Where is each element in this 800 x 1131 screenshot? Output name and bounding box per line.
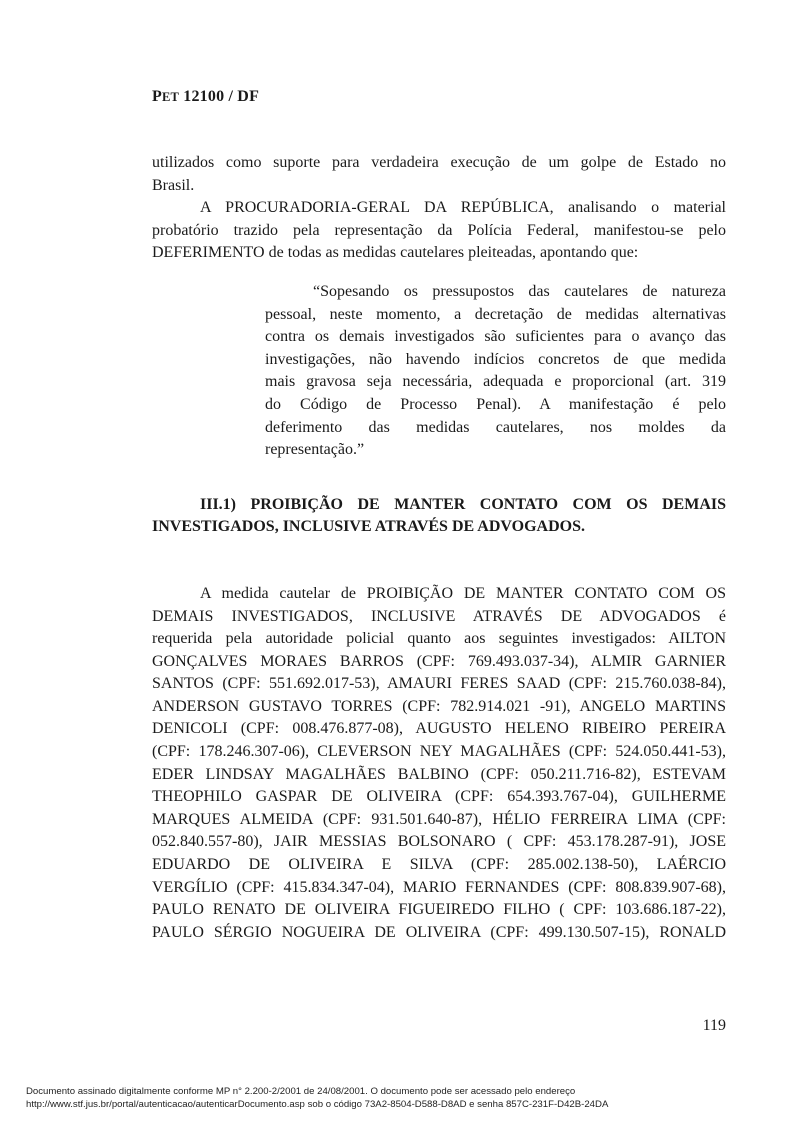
text-line: DEMAIS INVESTIGADOS, INCLUSIVE ATRAVÉS DE ADVOGADOS é — [152, 607, 726, 625]
text-line: THEOPHILO GASPAR DE OLIVEIRA (CPF: 654.393.767-04), GUILHERME — [152, 788, 726, 806]
document-body — [152, 152, 726, 944]
text-line: requerida pela autoridade policial quanto aos seguintes investigados: AILTON — [152, 630, 726, 648]
text-line: GONÇALVES MORAES BARROS (CPF: 769.493.037-34), ALMIR GARNIER — [152, 652, 726, 670]
header-rest: ET — [161, 90, 180, 104]
quote-line: deferimento das medidas cautelares, nos moldes da — [265, 418, 726, 436]
quote-line: representação.” — [265, 441, 365, 459]
page-header — [152, 88, 259, 106]
text-line: (CPF: 178.246.307-06), CLEVERSON NEY MAGALHÃES (CPF: 524.050.441-53), — [152, 743, 726, 761]
quote-line: mais gravosa seja necessária, adequada e proporcional (art. 319 — [265, 373, 726, 391]
quote-line: contra os demais investigados são suficientes para o avanço das — [265, 328, 726, 346]
footer-line: Documento assinado digitalmente conforme MP n° 2.200-2/2001 de 24/08/2001. O documento pode ser acessado pelo endereço — [26, 1086, 576, 1097]
header-case-number: 12100 / DF — [183, 88, 260, 105]
text-line: utilizados como suporte para verdadeira execução de um golpe de Estado no — [152, 154, 726, 171]
quote-line: “Sopesando os pressupostos das cautelares de natureza — [313, 282, 726, 300]
section-heading — [152, 494, 726, 539]
text-line: DENICOLI (CPF: 008.476.877-08), AUGUSTO HELENO RIBEIRO PEREIRA — [152, 720, 726, 738]
text-line: A medida cautelar de PROIBIÇÃO DE MANTER CONTATO COM OS — [200, 584, 726, 602]
text-line: DEFERIMENTO de todas as medidas cautelares pleiteadas, apontando que: — [152, 244, 639, 262]
quote-line: investigações, não havendo indícios concretos de que medida — [265, 350, 726, 368]
text-line: EDUARDO DE OLIVEIRA E SILVA (CPF: 285.002.138-50), LAÉRCIO — [152, 856, 726, 874]
block-quote — [265, 281, 726, 462]
paragraph-investigated-list — [152, 583, 726, 945]
text-line: 052.840.557-80), JAIR MESSIAS BOLSONARO ( CPF: 453.178.287-91), JOSE — [152, 833, 726, 851]
text-line: EDER LINDSAY MAGALHÃES BALBINO (CPF: 050.211.716-82), ESTEVAM — [152, 765, 726, 783]
footer-verification-link[interactable]: http://www.stf.jus.br/portal/autenticacao/autenticarDocumento.asp sob o código 73A2-8504-D588-D8AD e senha 857C-231F-D42B-24DA — [26, 1098, 609, 1110]
text-line: ANDERSON GUSTAVO TORRES (CPF: 782.914.021 -91), ANGELO MARTINS — [152, 697, 726, 715]
text-line: MARQUES ALMEIDA (CPF: 931.501.640-87), HÉLIO FERREIRA LIMA (CPF: — [152, 810, 726, 828]
paragraph-intro — [152, 152, 726, 197]
quote-line: pessoal, neste momento, a decretação de medidas alternativas — [265, 305, 726, 323]
text-line: Brasil. — [152, 176, 195, 194]
heading-line: III.1) PROIBIÇÃO DE MANTER CONTATO COM OS DEMAIS — [200, 495, 726, 513]
text-line: SANTOS (CPF: 551.692.017-53), AMAURI FERES SAAD (CPF: 215.760.038-84), — [152, 675, 726, 693]
page-number: 119 — [702, 1017, 726, 1034]
heading-line: INVESTIGADOS, INCLUSIVE ATRAVÉS DE ADVOGADOS. — [152, 518, 585, 536]
signature-footer — [26, 1086, 608, 1111]
header-initial: P — [152, 88, 162, 105]
quote-line: do Código de Processo Penal). A manifestação é pelo — [265, 395, 726, 413]
paragraph-pgr — [152, 197, 726, 265]
text-line: VERGÍLIO (CPF: 415.834.347-04), MARIO FERNANDES (CPF: 808.839.907-68), — [152, 878, 726, 896]
text-line: PAULO SÉRGIO NOGUEIRA DE OLIVEIRA (CPF: 499.130.507-15), RONALD — [152, 923, 726, 941]
text-line: probatório trazido pela representação da Polícia Federal, manifestou-se pelo — [152, 221, 726, 239]
text-line: A PROCURADORIA-GERAL DA REPÚBLICA, analisando o material — [200, 199, 726, 217]
text-line: PAULO RENATO DE OLIVEIRA FIGUEIREDO FILHO ( CPF: 103.686.187-22), — [152, 901, 726, 919]
